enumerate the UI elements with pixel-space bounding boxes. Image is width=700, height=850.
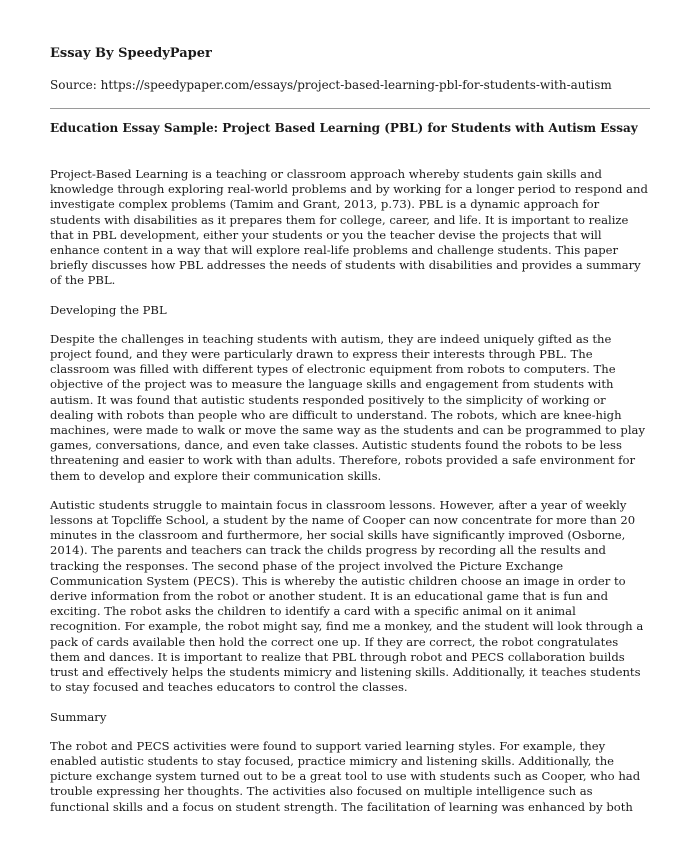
brand-title: Essay By SpeedyPaper	[50, 46, 212, 61]
section-heading-developing: Developing the PBL	[50, 302, 167, 317]
paragraph-intro: Project-Based Learning is a teaching or classroom approach whereby students gain skills and knowledge through exploring real-world problems and by working for a longer period to respond and investigate complex problems (Tamim and Grant, 2013, p.73). PBL is a dynamic approach for students with disabilities as it prepares them for college, career, and life. It is important to realize that in PBL development, either your students or you the teacher devise the projects that will enhance content in a way that will explore real-life problems and challenge students. This paper briefly discusses how PBL addresses the needs of students with disabilities and provides a summary of the PBL.	[50, 167, 648, 288]
essay-body	[50, 167, 650, 815]
paragraph-autistic-students: Autistic students struggle to maintain focus in classroom lessons. However, after a year of weekly lessons at Topcliffe School, a student by the name of Cooper can now concentrate for more than 20 minutes in the classroom and furthermore, her social skills have significantly improved (Osborne, 2014). The parents and teachers can track the childs progress by recording all the results and tracking the responses. The second phase of the project involved the Picture Exchange Communication System (PECS). This is whereby the autistic children choose an image in order to derive information from the robot or another student. It is an educational game that is fun and exciting. The robot asks the children to identify a card with a specific animal on it animal recognition. For example, the robot might say, find me a monkey, and the student will look through a pack of cards available then hold the correct one up. If they are correct, the robot congratulates them and dances. It is important to realize that PBL through robot and PECS collaboration builds trust and effectively helps the students mimicry and listening skills. Additionally, it teaches students to stay focused and teaches educators to control the classes.	[50, 497, 644, 695]
section-heading-summary: Summary	[50, 709, 107, 724]
source-line: Source: https://speedypaper.com/essays/project-based-learning-pbl-for-students-with-autism	[50, 78, 612, 92]
essay-title: Education Essay Sample: Project Based Learning (PBL) for Students with Autism Essay	[50, 121, 638, 135]
header-divider	[50, 108, 650, 109]
paragraph-developing: Despite the challenges in teaching students with autism, they are indeed uniquely gifted as the project found, and they were particularly drawn to express their interests through PBL. The classroom was filled with different types of electronic equipment from robots to computers. The objective of the project was to measure the language skills and engagement from students with autism. It was found that autistic students responded positively to the simplicity of working or dealing with robots than people who are difficult to understand. The robots, which are knee-high machines, were made to walk or move the same way as the students and can be programmed to play games, conversations, dance, and even take classes. Autistic students found the robots to be less threatening and easier to work with than adults. Therefore, robots provided a safe environment for them to develop and explore their communication skills.	[50, 331, 646, 483]
paragraph-summary: The robot and PECS activities were found to support varied learning styles. For example, they enabled autistic students to stay focused, practice mimicry and listening skills. Additionally, the picture exchange system turned out to be a great tool to use with students such as Cooper, who had trouble expressing her thoughts. The activities also focused on multiple intelligence such as functional skills and a focus on student strength. The facilitation of learning was enhanced by both	[50, 738, 641, 814]
